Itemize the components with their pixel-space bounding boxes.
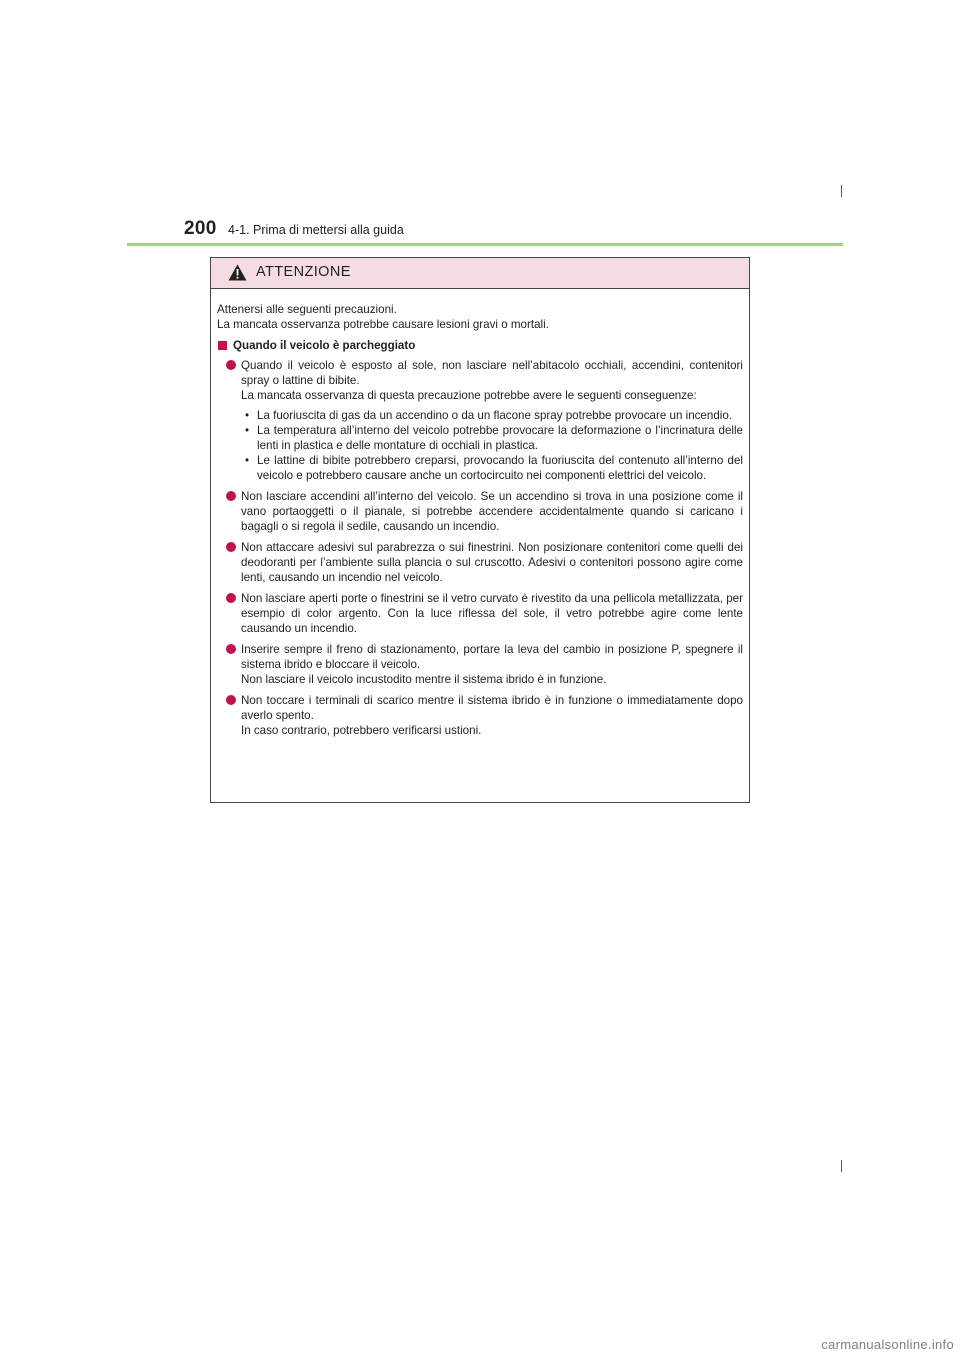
consequence-text: La temperatura all’interno del veicolo potrebbe provocare la deformazione o l’incrinatura delle lenti in plastica e delle montature di occhiali in plastica. [257,424,743,452]
consequence-list [241,408,743,483]
square-bullet-icon [218,341,227,350]
watermark-bar [0,1332,960,1358]
crop-mark-top [841,185,842,197]
consequence-item [245,453,743,483]
item-text: Non toccare i terminali di scarico mentre il sistema ibrido è in funzione o immediatamente dopo averlo spento. [241,694,743,722]
small-bullet-icon: • [245,424,250,437]
item-text: Non lasciare aperti porte o finestrini se il vetro curvato è rivestito da una pellicola metallizzata, per esempio di color argento. Con la luce riflessa del sole, il vetro potrebbe agire come lente causando un incendio. [241,592,743,635]
bullet-dot-icon [226,593,236,603]
item-text: In caso contrario, potrebbero verificarsi ustioni. [241,724,482,737]
item-text: Non lasciare accendini all’interno del veicolo. Se un accendino si trova in una posizione come il vano portaoggetti o il pianale, si potrebbe accendere accidentalmente quando si caricano i bagagli o si regola il sedile, causando un incendio. [241,490,743,533]
warning-item [226,693,743,738]
intro-line: Attenersi alle seguenti precauzioni. [217,303,397,316]
consequence-text: La fuoriuscita di gas da un accendino o da un flacone spray potrebbe provocare un incendio. [257,409,733,422]
small-bullet-icon: • [245,409,250,422]
warning-item [226,540,743,585]
bullet-dot-icon [226,695,236,705]
crop-mark-bottom [841,1160,842,1172]
page-number: 200 [184,218,217,239]
bullet-dot-icon [226,491,236,501]
bullet-dot-icon [226,360,236,370]
intro-line: La mancata osservanza potrebbe causare lesioni gravi o mortali. [217,318,549,331]
warning-body [211,289,749,738]
item-text: La mancata osservanza di questa precauzione potrebbe avere le seguenti conseguenze: [241,389,697,402]
item-text: Non lasciare il veicolo incustodito mentre il sistema ibrido è in funzione. [241,673,607,686]
warning-item [226,591,743,636]
warning-triangle-icon [228,264,247,281]
section-title: 4-1. Prima di mettersi alla guida [228,223,404,237]
header-rule [127,243,843,246]
watermark-text: carmanualsonline.info [821,1337,954,1352]
warning-item [226,358,743,483]
item-text: Inserire sempre il freno di stazionamento, portare la leva del cambio in posizione P, spegnere il sistema ibrido e bloccare il veicolo. [241,643,743,671]
bullet-dot-icon [226,644,236,654]
warning-item [226,642,743,687]
page-header [184,218,844,246]
small-bullet-icon: • [245,454,250,467]
warning-title: ATTENZIONE [256,264,351,280]
consequence-item [245,408,743,423]
bullet-dot-icon [226,542,236,552]
sub-heading-text: Quando il veicolo è parcheggiato [233,339,416,352]
item-text: Non attaccare adesivi sul parabrezza o sui finestrini. Non posizionare contenitori come quelli dei deodoranti per l’ambiente sulla plancia o sul cruscotto. Adesivi o contenitori possono agire come lenti, causando un incendio nel veicolo. [241,541,743,584]
sub-heading [217,338,743,353]
consequence-text: Le lattine di bibite potrebbero creparsi, provocando la fuoriuscita del contenuto all’interno del veicolo e potrebbero causare anche un cortocircuito nei componenti elettrici del veicolo. [257,454,743,482]
warning-box [210,257,750,803]
item-text: Quando il veicolo è esposto al sole, non lasciare nell’abitacolo occhiali, accendini, contenitori spray o lattine di bibite. [241,359,743,387]
consequence-item [245,423,743,453]
warning-header [211,258,749,289]
warning-item [226,489,743,534]
